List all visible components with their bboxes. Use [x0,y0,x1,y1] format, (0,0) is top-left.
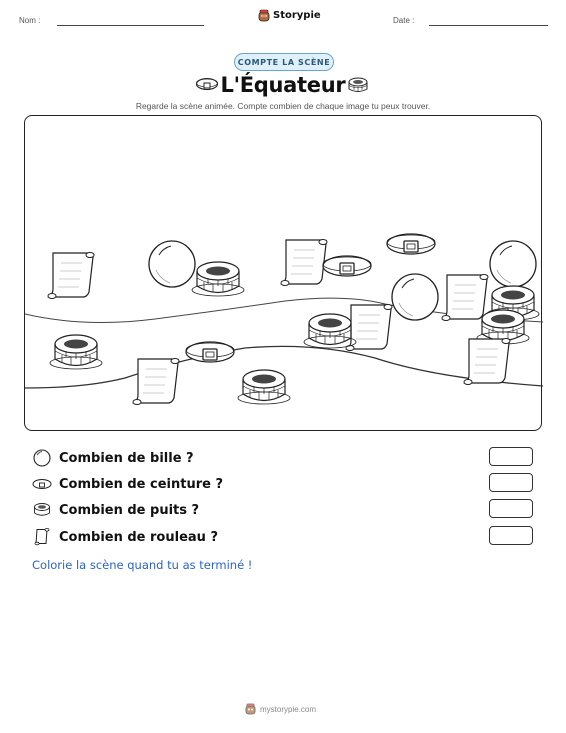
footer [245,703,316,715]
well-object [238,370,290,404]
well-object [304,314,356,348]
date-line[interactable] [429,25,548,26]
well-icon [32,500,52,520]
brand-logo [258,9,321,22]
question-row [32,499,536,521]
scene-drawing [25,116,543,432]
scroll-object [442,275,488,321]
question-row [32,447,536,469]
belt-object [323,256,371,276]
answer-box[interactable] [489,526,533,545]
date-label: Date : [393,16,415,25]
belt-object [387,234,435,254]
mascot-icon [258,9,270,22]
question-row [32,526,536,548]
belt-object [186,342,234,362]
marble-icon [32,448,52,468]
question-text: Combien de ceinture ? [59,476,224,492]
question-text: Combien de rouleau ? [59,529,218,545]
scene-panel [24,115,542,431]
well-icon [346,76,370,94]
mascot-icon [245,703,256,715]
marble-object [392,274,438,320]
belt-icon [32,474,52,494]
question-text: Combien de puits ? [59,502,200,518]
scroll-object [48,253,94,299]
well-object [192,262,244,296]
instructions: Regarde la scène animée. Compte combien de chaque image tu peux trouver. [135,101,431,111]
question-row [32,473,536,495]
scroll-object [133,359,179,405]
page-title: L'Équateur [220,73,346,97]
well-object [50,335,102,369]
question-text: Combien de bille ? [59,450,194,466]
name-label: Nom : [19,16,41,25]
activity-badge: COMPTE LA SCÈNE [234,53,334,71]
answer-box[interactable] [489,473,533,492]
name-line[interactable] [57,25,204,26]
scroll-object [464,339,510,385]
scroll-object [281,240,327,286]
footer-url[interactable]: mystorypie.com [260,704,317,714]
scroll-icon [32,527,52,547]
brand-name: Storypie [273,10,321,21]
coloring-note: Colorie la scène quand tu as terminé ! [32,558,253,572]
marble-object [149,241,195,287]
scroll-object [346,305,392,351]
answer-box[interactable] [489,447,533,466]
marble-object [490,241,536,287]
answer-box[interactable] [489,499,533,518]
